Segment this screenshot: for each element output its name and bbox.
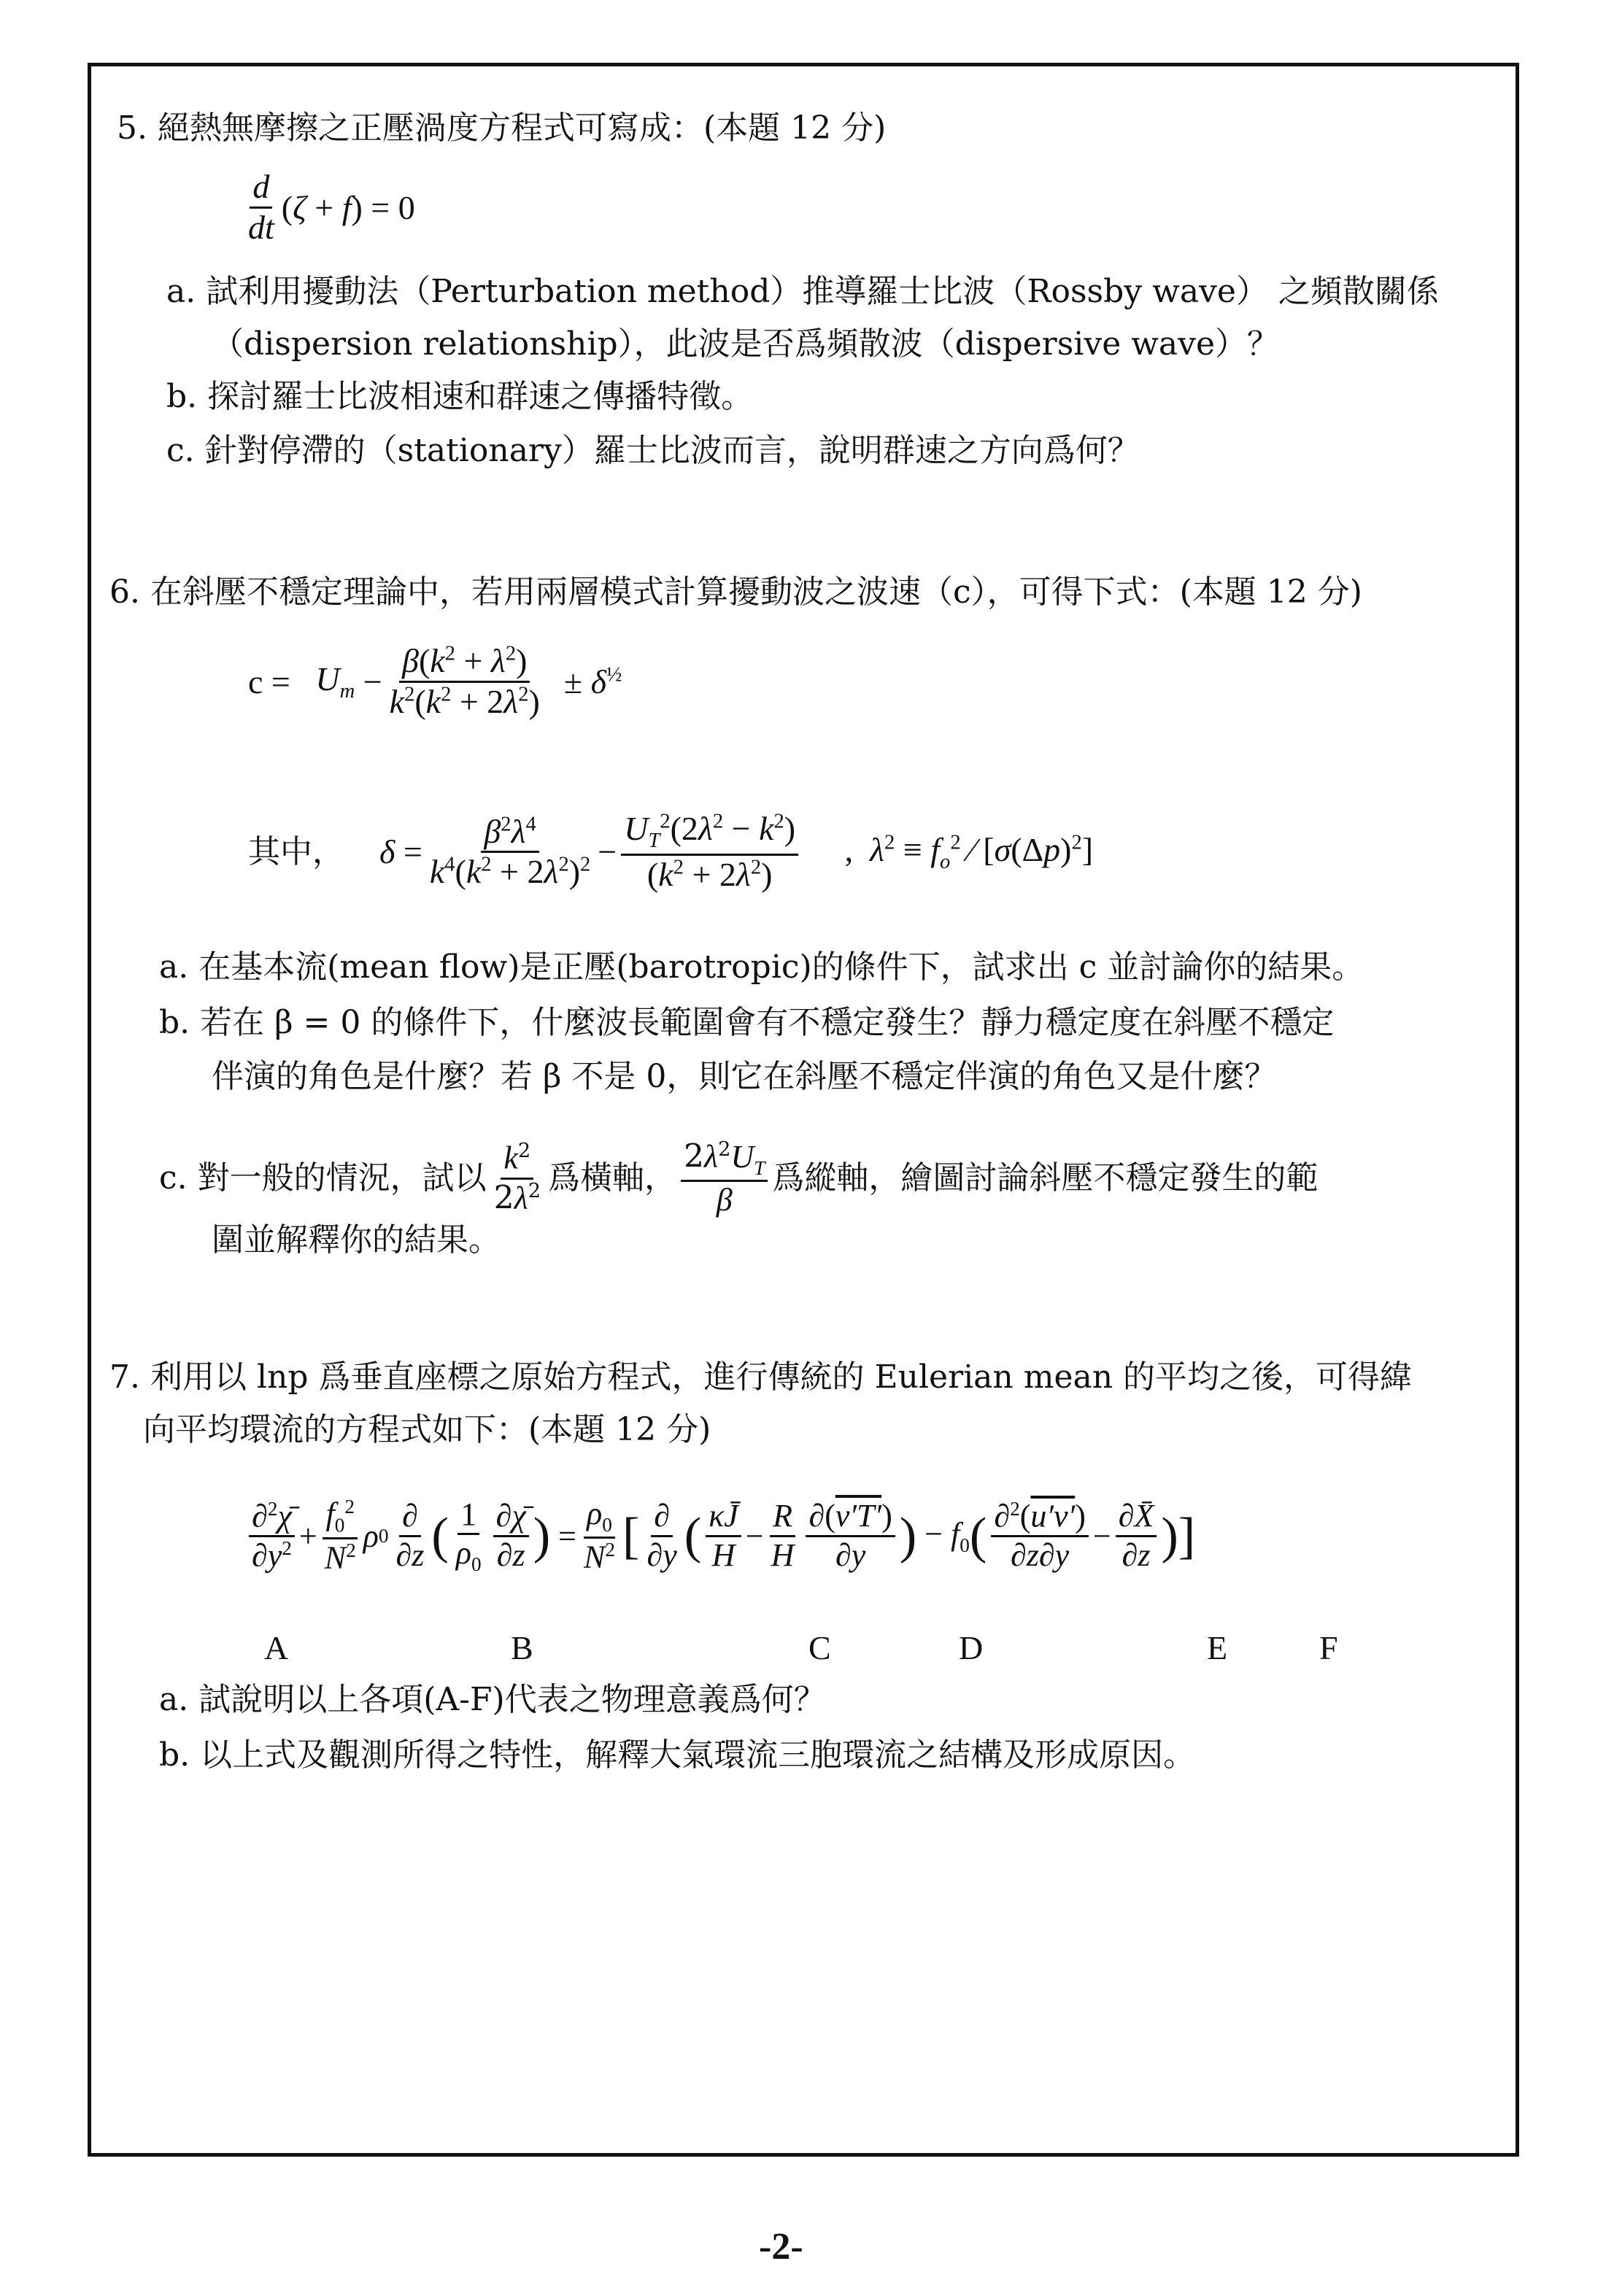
- q6-a: a. 在基本流(mean flow)是正壓(barotropic)的條件下，試求出 c 並討論你的結果。: [159, 948, 1364, 986]
- q7-prompt-line2: 向平均環流的方程式如下：(本題 12 分): [143, 1411, 711, 1448]
- page-number: -2-: [759, 2226, 803, 2268]
- q7-term-label-f: F: [1319, 1629, 1338, 1666]
- q5-vorticity-equation: $\frac{d}{dt}$ (ζ + f) = 0: [248, 168, 415, 246]
- q6-prompt: 6. 在斜壓不穩定理論中，若用兩層模式計算擾動波之波速（c），可得下式：(本題 12 分): [109, 573, 1362, 611]
- q6-c-y-axis-fraction: $\frac{2\lambda^2U_T}{\beta}$: [681, 1138, 768, 1218]
- q7-term-label-b: B: [511, 1629, 533, 1666]
- q7-term-label-e: E: [1207, 1629, 1228, 1666]
- q7-term-label-c: C: [808, 1629, 831, 1666]
- q5-prompt: 5. 絕熱無摩擦之正壓渦度方程式可寫成：(本題 12 分): [117, 109, 887, 147]
- q5-a-line1: a. 試利用擾動法（Perturbation method）推導羅士比波（Rossby wave） 之頻散關係: [166, 273, 1439, 310]
- q6-wave-speed-equation: c = $U_m$ − $\frac{\beta(k^2 + \lambda^2)}{k^2(k^2 + 2\lambda^2)}$ ± $\delta^{\frac{1}{2}}$: [248, 642, 622, 720]
- q6-delta-equation: δ = $\frac{\beta^2\lambda^4}{k^4(k^2 + 2\lambda^2)^2}$ − $\frac{U_T^2(2\lambda^2 - k^2)}{(k^2 + 2\lambda^2)}$ , $\lambda^2 \equiv f_o^2$ ⁄ $[\sigma(\Delta p)^2]$: [379, 810, 1094, 893]
- q6-c-line1: [159, 1138, 1318, 1218]
- q7-term-label-a: A: [264, 1629, 289, 1666]
- q6-c-part1: c. 對一般的情況，試以: [159, 1159, 487, 1197]
- q6-c-part2: 爲橫軸，: [548, 1159, 677, 1197]
- q6-b-line2: 伴演的角色是什麼？若 β 不是 0，則它在斜壓不穩定伴演的角色又是什麼？: [212, 1058, 1277, 1095]
- q5-b: b. 探討羅士比波相速和群速之傳播特徵。: [166, 378, 754, 415]
- q6-b-line1: b. 若在 β = 0 的條件下，什麼波長範圍會有不穩定發生？靜力穩定度在斜壓不穩定: [159, 1004, 1335, 1041]
- q6-c-part3: 爲縱軸，繪圖討論斜壓不穩定發生的範: [772, 1159, 1319, 1197]
- q5-c: c. 針對停滯的（stationary）羅士比波而言，說明群速之方向爲何？: [166, 432, 1140, 469]
- q6-c-line2: 圍並解釋你的結果。: [212, 1221, 501, 1259]
- q6-c-x-axis-fraction: $\frac{k^2}{2\lambda^2}$: [493, 1140, 541, 1217]
- q7-prompt-line1: 7. 利用以 lnp 爲垂直座標之原始方程式，進行傳統的 Eulerian mean 的平均之後，可得緯: [109, 1358, 1413, 1396]
- q6-where-label: 其中，: [248, 833, 344, 870]
- q7-b: b. 以上式及觀測所得之特性，解釋大氣環流三胞環流之結構及形成原因。: [159, 1736, 1196, 1774]
- q7-term-label-d: D: [959, 1629, 984, 1666]
- q5-a-line2: （dispersion relationship），此波是否爲頻散波（dispersive wave）？: [212, 325, 1280, 363]
- q7-a: a. 試說明以上各項(A-F)代表之物理意義爲何？: [159, 1681, 826, 1718]
- q7-zonal-mean-equation: $\frac{\partial^2\chī}{\partial y^2}$ + $\frac{f_0^2}{N^2}$ ρ 0 $\frac{\partial}{\partial z}$ ( $\frac{1}{\rho_0}$ $\frac{\partial\chī}{\partial z}$ ) = $\frac{\rho_0}{N^2}$ [ $\frac{\partial}{\partial y}$ ( $\frac{\kappa J̄}{H}$ − $\frac{R}{H}$ $\frac{\partial(v'T')}{\partial y}$ ) − $f_0$ ( $\frac{\partial^2(u'v')}{\partial z\partial y}$ − $\frac{\partial X̄}{\partial z}$ )]: [244, 1496, 1195, 1577]
